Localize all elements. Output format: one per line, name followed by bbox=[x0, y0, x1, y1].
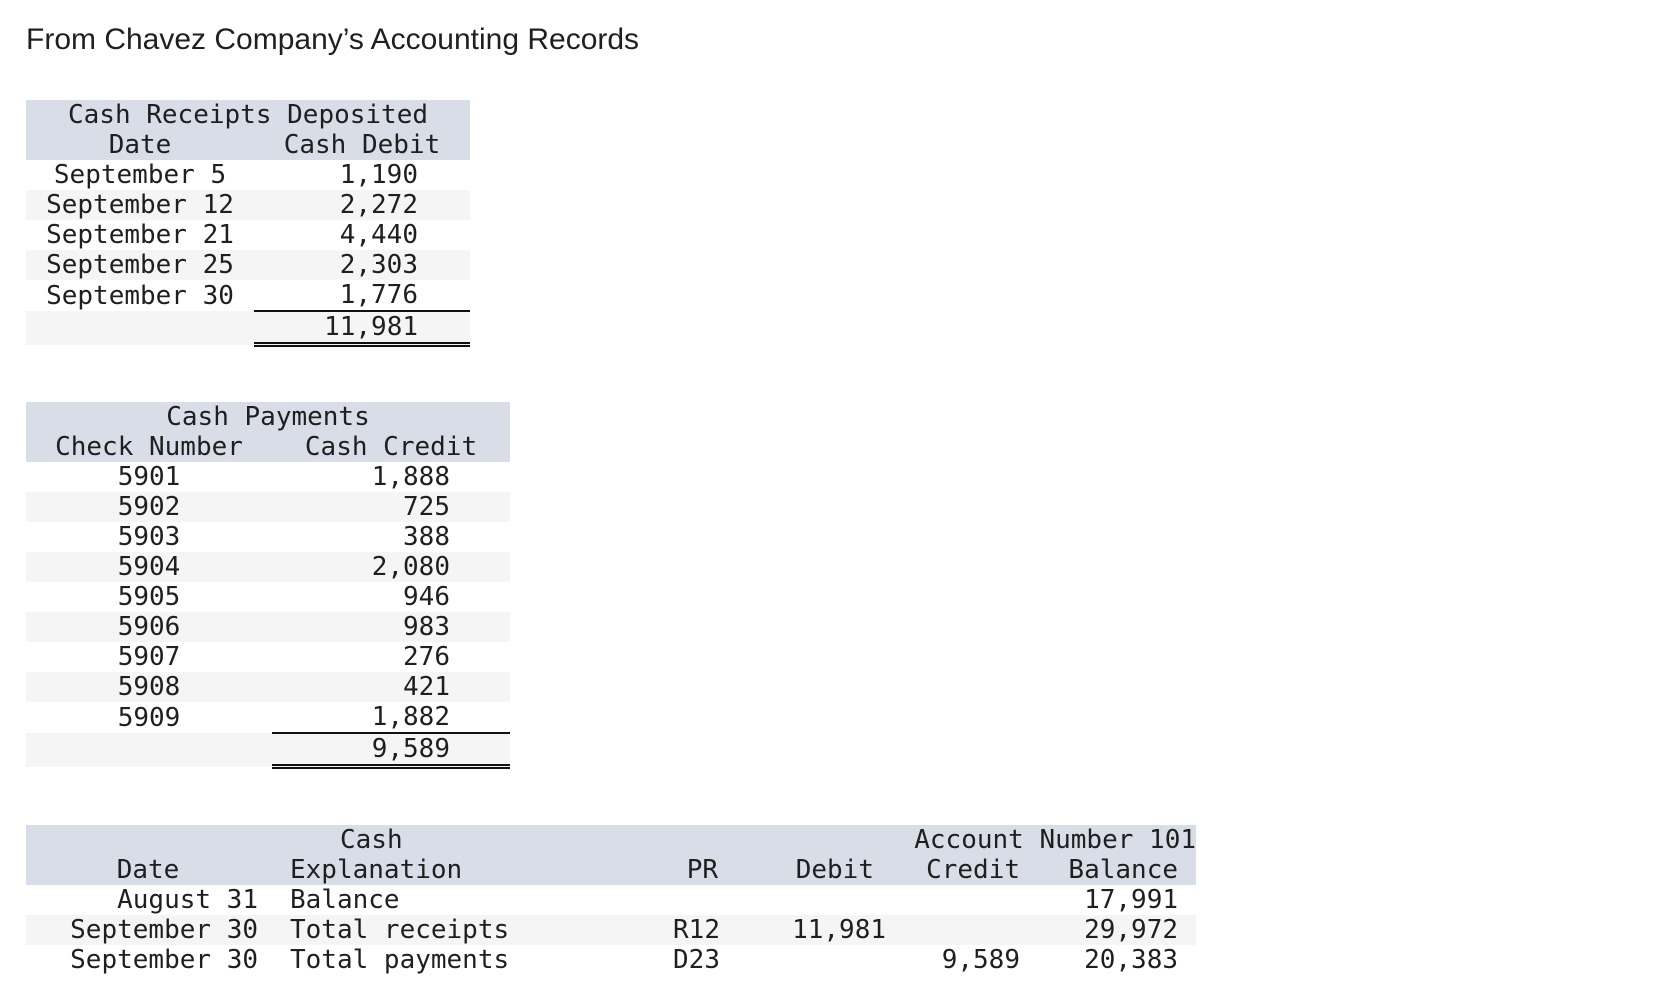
payments-total-row bbox=[26, 733, 510, 767]
receipt-amount: 1,776 bbox=[254, 280, 470, 311]
table-row bbox=[26, 582, 510, 612]
receipt-amount: 2,303 bbox=[254, 250, 470, 280]
check-number: 5907 bbox=[26, 642, 272, 672]
ledger-balance: 29,972 bbox=[1046, 915, 1196, 945]
payment-amount: 1,888 bbox=[272, 462, 510, 492]
receipts-heading-row bbox=[26, 100, 470, 130]
payment-amount: 725 bbox=[272, 492, 510, 522]
payments-heading: Cash Payments bbox=[26, 402, 510, 432]
table-row bbox=[26, 702, 510, 733]
receipt-date: September 5 bbox=[26, 160, 254, 190]
ledger-date-header: Date bbox=[26, 855, 270, 885]
ledger-date: September 30 bbox=[26, 915, 270, 945]
ledger-pr: R12 bbox=[638, 915, 748, 945]
table-row bbox=[26, 915, 1196, 945]
receipts-total: 11,981 bbox=[254, 311, 470, 345]
cash-ledger-table bbox=[26, 825, 1196, 975]
payments-heading-row bbox=[26, 402, 510, 432]
ledger-account-name: Cash bbox=[270, 825, 638, 855]
table-row bbox=[26, 552, 510, 582]
table-row bbox=[26, 462, 510, 492]
payment-amount: 1,882 bbox=[272, 702, 510, 733]
receipt-date: September 21 bbox=[26, 220, 254, 250]
payments-total-spacer bbox=[26, 733, 272, 767]
receipt-date: September 25 bbox=[26, 250, 254, 280]
check-number: 5903 bbox=[26, 522, 272, 552]
ledger-explanation: Balance bbox=[270, 885, 638, 915]
page-title: From Chavez Company’s Accounting Records bbox=[26, 23, 640, 56]
ledger-date: September 30 bbox=[26, 945, 270, 975]
ledger-date: August 31 bbox=[26, 885, 270, 915]
receipts-cash-debit-header: Cash Debit bbox=[254, 130, 470, 160]
table-row bbox=[26, 612, 510, 642]
check-number: 5905 bbox=[26, 582, 272, 612]
ledger-debit-header: Debit bbox=[748, 855, 896, 885]
check-number: 5901 bbox=[26, 462, 272, 492]
ledger-explanation-header: Explanation bbox=[270, 855, 638, 885]
receipts-heading: Cash Receipts Deposited bbox=[26, 100, 470, 130]
table-row bbox=[26, 250, 470, 280]
check-number: 5902 bbox=[26, 492, 272, 522]
ledger-heading-row bbox=[26, 825, 1196, 855]
ledger-credit-header: Credit bbox=[896, 855, 1046, 885]
receipt-date: September 30 bbox=[26, 280, 254, 311]
receipt-amount: 1,190 bbox=[254, 160, 470, 190]
payments-check-number-header: Check Number bbox=[26, 432, 272, 462]
table-row bbox=[26, 220, 470, 250]
receipts-total-spacer bbox=[26, 311, 254, 345]
table-row bbox=[26, 160, 470, 190]
cash-payments-table bbox=[26, 402, 510, 769]
ledger-pr: D23 bbox=[638, 945, 748, 975]
check-number: 5908 bbox=[26, 672, 272, 702]
ledger-debit: 11,981 bbox=[748, 915, 896, 945]
check-number: 5906 bbox=[26, 612, 272, 642]
ledger-debit bbox=[748, 945, 896, 975]
check-number: 5909 bbox=[26, 702, 272, 733]
payment-amount: 946 bbox=[272, 582, 510, 612]
check-number: 5904 bbox=[26, 552, 272, 582]
payment-amount: 388 bbox=[272, 522, 510, 552]
table-row bbox=[26, 885, 1196, 915]
payments-total: 9,589 bbox=[272, 733, 510, 767]
table-row bbox=[26, 280, 470, 311]
payments-cash-credit-header: Cash Credit bbox=[272, 432, 510, 462]
ledger-explanation: Total receipts bbox=[270, 915, 638, 945]
cash-receipts-table bbox=[26, 100, 470, 347]
receipt-amount: 4,440 bbox=[254, 220, 470, 250]
table-row bbox=[26, 642, 510, 672]
payment-amount: 2,080 bbox=[272, 552, 510, 582]
table-row bbox=[26, 672, 510, 702]
ledger-account-number: Account Number 101 bbox=[896, 825, 1196, 855]
ledger-explanation: Total payments bbox=[270, 945, 638, 975]
receipts-column-header-row bbox=[26, 130, 470, 160]
table-row bbox=[26, 522, 510, 552]
ledger-pr-header: PR bbox=[638, 855, 748, 885]
ledger-pr bbox=[638, 885, 748, 915]
ledger-balance: 17,991 bbox=[1046, 885, 1196, 915]
ledger-credit bbox=[896, 885, 1046, 915]
payments-column-header-row bbox=[26, 432, 510, 462]
ledger-balance: 20,383 bbox=[1046, 945, 1196, 975]
ledger-debit bbox=[748, 885, 896, 915]
payment-amount: 983 bbox=[272, 612, 510, 642]
payment-amount: 276 bbox=[272, 642, 510, 672]
receipt-date: September 12 bbox=[26, 190, 254, 220]
table-row bbox=[26, 945, 1196, 975]
ledger-credit: 9,589 bbox=[896, 945, 1046, 975]
table-row bbox=[26, 190, 470, 220]
payment-amount: 421 bbox=[272, 672, 510, 702]
ledger-credit bbox=[896, 915, 1046, 945]
receipt-amount: 2,272 bbox=[254, 190, 470, 220]
ledger-column-header-row bbox=[26, 855, 1196, 885]
receipts-date-header: Date bbox=[26, 130, 254, 160]
ledger-balance-header: Balance bbox=[1046, 855, 1196, 885]
receipts-total-row bbox=[26, 311, 470, 345]
table-row bbox=[26, 492, 510, 522]
